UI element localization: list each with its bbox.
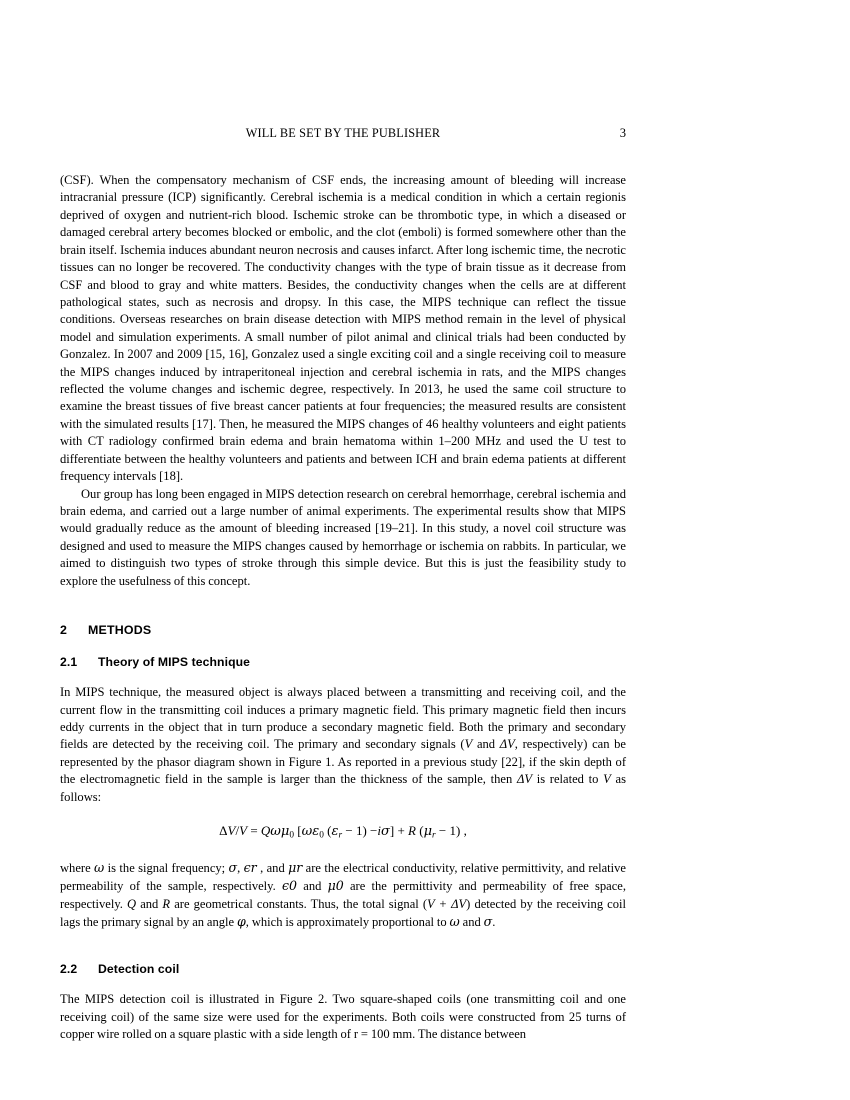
inline-math-epsilon-0: ϵ0: [282, 878, 298, 894]
inline-math-V-1: V: [464, 737, 473, 752]
text-mips-part5: as follows:: [60, 772, 627, 804]
text-where-part4: , and: [256, 860, 289, 875]
text-where-part6: and: [297, 879, 328, 894]
inline-math-epsilon-r: ϵr: [243, 859, 257, 875]
inline-math-delta-V-2: ΔV: [516, 772, 532, 787]
text-where-part12: and: [459, 914, 484, 929]
inline-math-mu-0: μ0: [327, 878, 344, 894]
inline-math-sigma-1: σ: [228, 859, 238, 875]
inline-math-V-plus-delta-V: V + ΔV: [427, 896, 467, 911]
text-mips-part1: In MIPS technique, the measured object is always placed between a transmitting and receiving coil, and the current flow in the transmitting coil induces a primary magnetic field. This primary magnetic field then incurs eddy currents in the object that in turn produce a secondary magnetic field. Both the primary and secondary fields are detected by the receiving coil. The primary and secondary signals (: [60, 685, 626, 752]
inline-math-delta-V-1: ΔV: [499, 737, 515, 752]
inline-math-mu-r: μr: [288, 859, 303, 875]
spacer-after-theory-heading: [60, 669, 626, 684]
equation-mips-delta-v: ΔV/V = Qωμ$_0$ [$\omega\varepsilon_0$ $(\varepsilon_r - 1) -i\sigma] + R$ $(\mu_r - 1)$ ,: [219, 823, 467, 841]
text-where-part2: is the signal frequency;: [104, 860, 229, 875]
text-where-part10: ) detected by the receiving coil lags the primary signal by an angle: [60, 896, 626, 929]
paragraph-where-definitions: [60, 859, 626, 932]
text-where-part13: .: [492, 914, 496, 929]
heading-theory-number: 2.1: [60, 655, 78, 670]
page-number: 3: [619, 126, 626, 140]
heading-detection-coil-title: Detection coil: [98, 962, 180, 977]
text-where-part8: and: [136, 896, 163, 911]
heading-theory-of-mips: [60, 655, 626, 669]
heading-methods: [60, 623, 626, 637]
paragraph-detection-coil: The MIPS detection coil is illustrated in Figure 2. Two square-shaped coils (one transmitting coil and one receiving coil) of the same size were used for the experiments. Both coils were constructed from 25 turns of copper wire rolled on a square plastic with a side length of r = 100 mm. The distance between: [60, 992, 626, 1042]
inline-math-omega-2: ω: [449, 913, 460, 929]
inline-math-Q: Q: [127, 896, 137, 911]
heading-detection-coil-number: 2.2: [60, 962, 78, 977]
inline-math-phi: φ: [237, 913, 246, 929]
heading-methods-number: 2: [60, 623, 68, 638]
heading-methods-title: METHODS: [88, 623, 152, 638]
text-where-part3: ,: [237, 860, 244, 875]
text-where-part9: are geometrical constants. Thus, the total signal (: [170, 896, 428, 911]
spacer-after-equation: [60, 841, 626, 859]
spacer-before-theory: [60, 637, 626, 655]
heading-detection-coil: [60, 962, 626, 976]
inline-math-sigma-2: σ: [483, 913, 493, 929]
spacer-after-detection-coil-heading: [60, 976, 626, 991]
text-where-part11: , which is approximately proportional to: [245, 914, 450, 929]
document-body: [60, 172, 626, 1044]
page-running-header: [60, 126, 626, 144]
spacer-before-methods: [60, 590, 626, 623]
paragraph-mips-technique: [60, 684, 626, 806]
spacer-before-detection-coil: [60, 931, 626, 962]
inline-math-R: R: [162, 896, 171, 911]
text-where-part7: are the permittivity and permeability of free space, respectively.: [60, 879, 627, 911]
paragraph-our-group: Our group has long been engaged in MIPS detection research on cerebral hemorrhage, cerebral ischemia and brain edema, and carried out a large number of animal experiments. The experimental results show that MIPS would gradually reduce as the amount of bleeding increased [19–21]. In this study, a novel coil structure was designed and used to measure the MIPS changes caused by hemorrhage or ischemia on rabbits. In particular, we aimed to distinguish two types of stroke through this simple device. But this is just the feasibility study to explore the usefulness of this concept.: [60, 486, 626, 588]
text-mips-part2: and: [472, 737, 500, 752]
heading-theory-title: Theory of MIPS technique: [98, 655, 251, 670]
inline-math-omega-1: ω: [94, 859, 105, 875]
text-where-part5: are the electrical conductivity, relative permittivity, and relative permeability of the sample, respectively.: [60, 860, 626, 894]
inline-math-V-2: V: [603, 772, 611, 787]
paragraph-csf-continuation: (CSF). When the compensatory mechanism of CSF ends, the increasing amount of bleeding will increase intracranial pressure (ICP) significantly. Cerebral ischemia is a medical condition in which a certain regionis deprived of oxygen and nutrient-rich blood. Ischemic stroke can be thrombotic type, in which a diseased or damaged cerebral artery becomes blocked or embolic, and the clot (emboli) is formed somewhere other than the brain itself. Ischemia induces abundant neuron necrosis and causes infarct. After long ischemic time, the necrotic tissues can no longer be recovered. The conductivity changes with the type of brain tissue as it decrease from CSF and blood to gray and white matters. Besides, the conductivity changes when the cells are at different pathological states, such as necrosis and dropsy. In this case, the MIPS technique can reflect the tissue conditions. Overseas researches on brain disease detection with MIPS method remain in the level of physical model and simulation experiments. A small number of pilot animal and clinical trials had been conducted by Gonzalez. In 2007 and 2009 [15, 16], Gonzalez used a single exciting coil and a single receiving coil to measure the MIPS changes induced by intraperitoneal injection and cerebral ischemia in rats, and the MIPS changes reflected the volume changes and ischemic degree, respectively. In 2013, he used the same coil structure to examine the breast tissues of five breast cancer patients at four frequencies; the measured results are consistent with the simulated results [17]. Then, he measured the MIPS changes of 46 healthy volunteers and eight patients with CT radiology confirmed brain edema and brain hematoma within 1–200 MHz and used the U test to differentiate between the healthy volunteers and patients and between ICH and brain edema patients at different frequency intervals [18].: [60, 173, 626, 484]
text-where-part1: where: [60, 860, 95, 875]
spacer-before-equation: [60, 806, 626, 823]
header-title: WILL BE SET BY THE PUBLISHER: [245, 126, 441, 140]
text-mips-part3: , respectively) can be represented by the phasor diagram shown in Figure 1. As reported in a previous study [22], if the skin depth of the electromagnetic field in the sample is larger than the thickness of the sample, then: [60, 737, 626, 787]
text-mips-part4: is related to: [532, 772, 604, 787]
